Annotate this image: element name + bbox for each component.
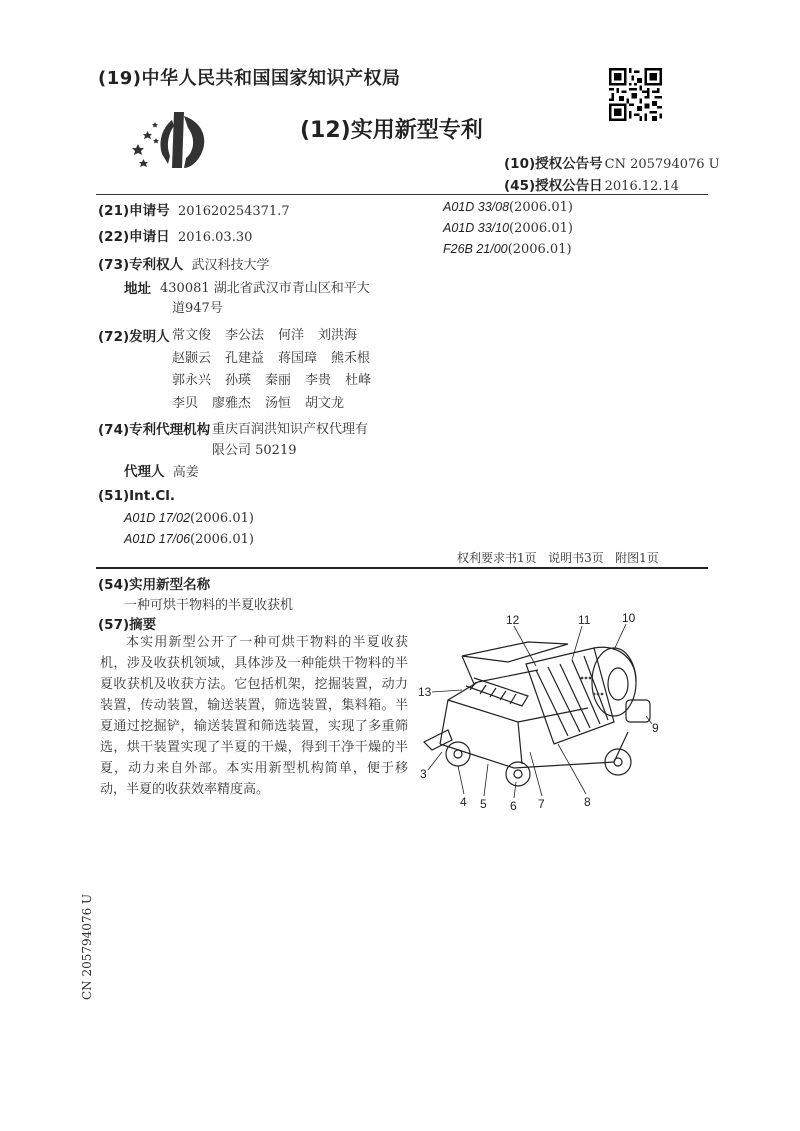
inventor-name: 杜峰: [345, 373, 372, 388]
harvester-drawing: [418, 612, 670, 812]
pages-note: 权利要求书1页 说明书3页 附图1页: [457, 551, 659, 565]
inventors-label: (72)发明人: [98, 329, 170, 345]
intcl-right-1: A01D 33/08(2006.01): [443, 200, 573, 215]
inventor-name: 李贵: [305, 373, 332, 388]
pub-date: 2016.12.14: [604, 179, 680, 194]
pub-number: CN 205794076 U: [604, 157, 720, 172]
intcl-right-2: A01D 33/10(2006.01): [443, 221, 573, 236]
inventor-name: 秦丽: [265, 373, 292, 388]
inventor-name: 赵颢云: [172, 350, 212, 366]
inventor-row: [172, 348, 385, 371]
inventor-name: 胡文龙: [305, 395, 345, 411]
app-date-row: [98, 225, 252, 245]
address-line-2: 道947号: [172, 301, 223, 316]
figure-label-4: 4: [460, 795, 467, 809]
figure-label-7: 7: [538, 797, 545, 811]
app-number-row: [98, 199, 290, 219]
inventor-name: 熊禾根: [331, 350, 371, 366]
app-number-label: (21)申请号: [98, 203, 170, 219]
inventors-list: [172, 325, 385, 415]
inventor-row: [172, 393, 385, 416]
app-number: 201620254371.7: [177, 204, 290, 219]
cnipa-logo-icon: [128, 108, 214, 172]
address-label: 地址: [124, 281, 151, 297]
figure-label-10: 10: [622, 612, 636, 625]
agency-line-1: 重庆百润洪知识产权代理有: [212, 422, 369, 437]
patentee-row: [98, 253, 269, 273]
intcl-left-2: A01D 17/06(2006.01): [124, 532, 254, 547]
address-line-1: 430081 湖北省武汉市青山区和平大: [160, 281, 370, 296]
agent: 高姜: [172, 465, 199, 480]
side-publication-number: CN 205794076 U: [80, 893, 94, 1000]
inventor-name: 孙瑛: [225, 373, 252, 388]
agency-line-2: 限公司 50219: [212, 443, 297, 458]
header-divider: [96, 194, 708, 195]
issuing-office: (19)中华人民共和国国家知识产权局: [98, 68, 401, 89]
qr-code-icon: [609, 68, 662, 121]
inventor-row: [172, 370, 385, 393]
inventor-name: 郭永兴: [172, 373, 212, 388]
patentee: 武汉科技大学: [191, 258, 270, 273]
figure-label-3: 3: [420, 767, 427, 781]
patentee-label: (73)专利权人: [98, 257, 184, 273]
inventor-name: 李公法: [225, 328, 265, 343]
figure-label-5: 5: [480, 797, 487, 811]
biblio-divider: [96, 567, 708, 569]
inventor-name: 刘洪海: [318, 328, 358, 343]
intcl-label: (51)Int.Cl.: [98, 488, 176, 504]
intcl-left-1: A01D 17/02(2006.01): [124, 511, 254, 526]
inventor-name: 蒋国璋: [278, 350, 318, 366]
figure-label-11: 11: [578, 613, 591, 627]
figure-label-8: 8: [584, 795, 591, 809]
figure-label-13: 13: [418, 685, 432, 699]
inventor-name: 常文俊: [172, 328, 212, 343]
inventor-name: 何洋: [278, 328, 305, 343]
figure-label-12: 12: [506, 613, 520, 627]
pub-date-label: (45)授权公告日: [504, 178, 603, 194]
pub-date-row: [504, 174, 679, 194]
pub-number-row: [504, 152, 720, 172]
abstract-label: (57)摘要: [98, 617, 157, 633]
figure-label-9: 9: [652, 721, 659, 735]
agency-label: (74)专利代理机构: [98, 422, 211, 438]
inventor-name: 孔建益: [225, 350, 265, 366]
app-date: 2016.03.30: [177, 230, 253, 245]
agent-row: [124, 460, 199, 480]
pub-number-label: (10)授权公告号: [504, 156, 603, 172]
document-type: (12)实用新型专利: [300, 118, 483, 143]
agent-label: 代理人: [124, 464, 165, 480]
inventor-name: 李贝: [172, 395, 199, 411]
inventor-name: 汤恒: [265, 395, 292, 411]
figure-label-6: 6: [510, 799, 517, 812]
intcl-right-3: F26B 21/00(2006.01): [443, 242, 572, 257]
inventor-row: [172, 325, 385, 348]
app-date-label: (22)申请日: [98, 229, 170, 245]
abstract-text: 本实用新型公开了一种可烘干物料的半夏收获机，涉及收获机领域，具体涉及一种能烘干物料的半夏收获机及收获方法。它包括机架，挖掘装置，动力装置，传动装置，输送装置，筛选装置，集料箱。半夏通过挖掘铲，输送装置和筛选装置，实现了多重筛选，烘干装置实现了半夏的干燥，得到干净干燥的半夏，动力来自外部。本实用新型机构简单，便于移动，半夏的收获效率精度高。: [100, 635, 408, 797]
inventor-name: 廖雅杰: [212, 395, 252, 411]
title-label: (54)实用新型名称: [98, 577, 211, 593]
utility-model-title: 一种可烘干物料的半夏收获机: [124, 598, 294, 613]
